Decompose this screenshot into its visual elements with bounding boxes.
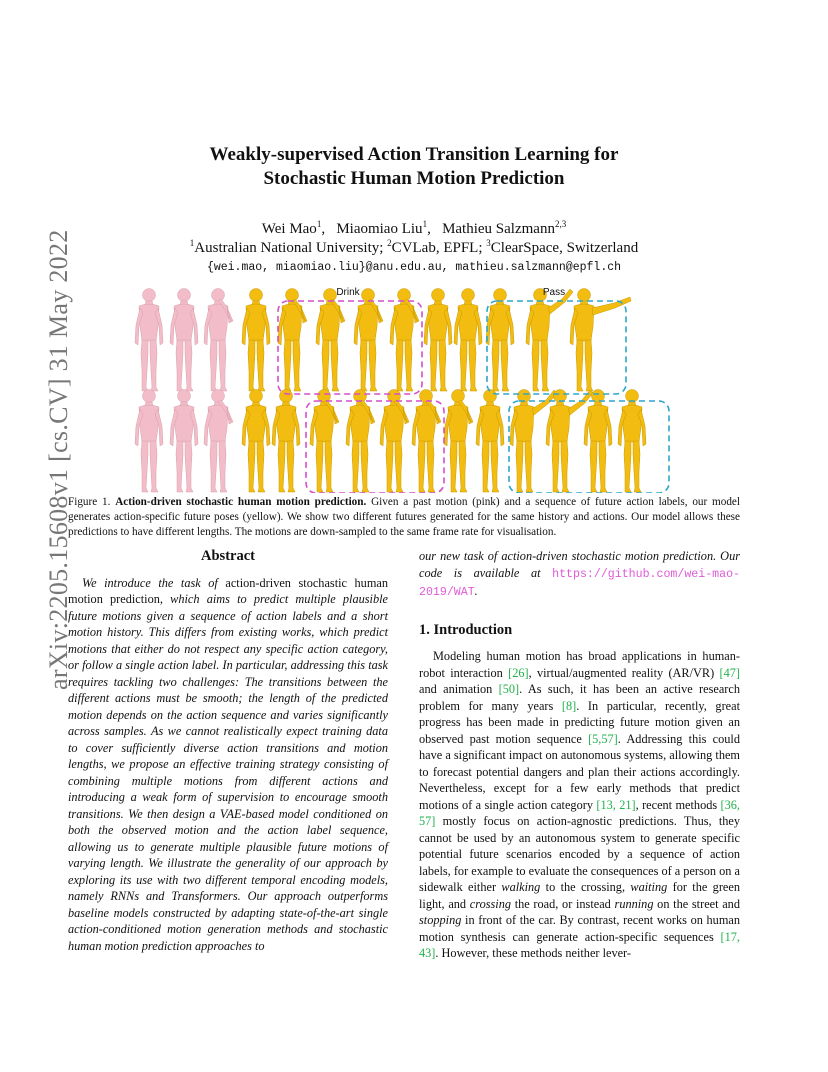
abstract-heading: Abstract	[201, 548, 255, 564]
citation[interactable]: [36, 57]	[419, 797, 740, 828]
figure-1-caption	[68, 495, 740, 540]
affil-sup-3: 3	[486, 238, 491, 248]
author-2: Miaomiao Liu	[336, 221, 423, 237]
abstract-t2: , which aims to predict multiple plausible future motions given a sequence of action labels and a short motion history. This differs from existing works, which predict motions that either do not respect any specific action category, or follow a single action label. In particular, addressing this task requires tackling two challenges: The transitions between the different actions must be smooth; the length of the predicted motion depends on the action sequence and varies significantly across samples. As we cannot realistically expect training data to cover sufficiently diverse action transitions and motion lengths, we propose an effective training strategy consisting of combining multiple motions from different actions and introducing a weak form of supervision to encourage smooth transitions. We then design a VAE-based model conditioned on both the observed motion and the action label sequence, allowing us to generate multiple plausible future motions of varying length. We illustrate the generality of our approach by exploring its use with two different temporal encoding models, namely RNNs and Transformers. Our approach outperforms baseline models constructed by adapting state-of-the-art single action-conditioned motion generation methods and stochastic human motion prediction approaches to	[68, 592, 388, 953]
row2-pose-6	[310, 390, 339, 493]
affiliations	[0, 238, 828, 257]
introduction-paragraph: Modeling human motion has broad applications in human-robot interaction [26], virtual/augmented reality (AR/VR) [47] and animation [50]. As such, it has been an active research problem for many years [8]. In particular, recently, great progress has been made in predicting future motion given an observed past motion sequence [5,57]. Addressing this could have a significant impact on autonomous systems, allowing them to forecast potential dangers and plan their actions accordingly. Nevertheless, except for a few early methods that predict motions of a single action category [13, 21], recent methods [36, 57] mostly focus on action-agnostic predictions. Thus, they cannot be used by an autonomous system to generate specific potential future scenarios encoded by a sequence of action labels, for example to evaluate the consequences of a person on a sidewalk either walking to the crossing, waiting for the green light, and crossing the road, or instead running on the street and stopping in front of the car. By contrast, recent works on human motion synthesis can generate action-specific sequences [17, 43]. However, these methods neither lever-	[419, 649, 741, 960]
abstract-cont2: .	[474, 584, 478, 598]
figure-label-drink: Drink	[336, 287, 360, 298]
introduction-heading: 1. Introduction	[419, 621, 513, 638]
row1-pose-12	[526, 289, 573, 392]
row1-pose-11	[486, 289, 514, 392]
author-3-sup: 2,3	[554, 219, 567, 229]
abstract-body	[68, 575, 388, 955]
author-emails: {wei.mao, miaomiao.liu}@anu.edu.au, mathieu.salzmann@epfl.ch	[206, 261, 622, 274]
arxiv-identifier: arXiv:2205.15608v1 [cs.CV] 31 May 2022	[44, 229, 73, 690]
row1-pose-2	[170, 289, 198, 392]
affil-1: Australian National University;	[194, 240, 388, 256]
row1-pose-7	[354, 289, 383, 392]
code-link[interactable]: https://github.com/wei-mao-2019/WAT	[419, 567, 740, 599]
row2-pose-4	[242, 390, 270, 493]
row2-pose-12	[510, 390, 557, 493]
figure-1-motion-illustration	[128, 283, 678, 493]
row1-pose-5	[278, 289, 307, 392]
author-3: Mathieu Salzmann	[442, 221, 555, 237]
row2-pose-9	[412, 390, 441, 493]
row1-pose-6	[316, 289, 345, 392]
affil-2: CVLab, EPFL;	[391, 240, 487, 256]
row2-pose-3	[204, 390, 233, 493]
author-1-sup: 1	[316, 219, 322, 229]
row2-pose-15	[618, 390, 646, 493]
affil-sup-2: 2	[387, 238, 392, 248]
author-2-sup: 1	[422, 219, 428, 229]
title-line-2: Stochastic Human Motion Prediction	[263, 168, 565, 189]
arxiv-sidebar	[22, 229, 73, 690]
row1-pose-3	[204, 289, 233, 392]
figure-label-pass: Pass	[542, 287, 566, 298]
row2-pose-1	[135, 390, 163, 493]
row2-pose-8	[380, 390, 409, 493]
abstract-cont1: our new task of action-driven stochastic motion prediction. Our code is available at	[419, 549, 740, 580]
row1-pose-10	[454, 289, 482, 392]
citation[interactable]: [17, 43]	[419, 929, 740, 960]
caption-text: Given a past motion (pink) and a sequence of future action labels, our model generates action-specific future poses (yellow). We show two different futures generated for the same history and actions. Our model allows these predictions to have different lengths. The motions are down-sampled to the same frame rate for visualisation.	[68, 496, 740, 538]
row1-pose-4	[242, 289, 270, 392]
row2-pose-11	[476, 390, 504, 493]
row2-pose-5	[272, 390, 300, 493]
author-list: Wei Mao$^1$, Miaomiao Liu$^1$, Mathieu Salzmann$^{2,3}$	[261, 219, 567, 237]
citation[interactable]: [13, 21]	[596, 797, 636, 812]
row1-pose-9	[424, 289, 452, 392]
row1-pose-1	[135, 289, 163, 392]
abstract-t1: We introduce the task of	[82, 575, 226, 590]
citation[interactable]: [26]	[508, 665, 529, 680]
abstract-task-name: action-driven stochastic human motion prediction	[68, 575, 389, 606]
row1-pose-8	[390, 289, 419, 392]
citation[interactable]: [47]	[719, 665, 741, 680]
author-1: Wei Mao	[261, 221, 317, 237]
citation[interactable]: [8]	[561, 698, 577, 713]
right-column	[419, 548, 740, 962]
affil-sup-1: 1	[189, 238, 195, 248]
row2-pose-2	[170, 390, 198, 493]
caption-bold: Action-driven stochastic human motion prediction.	[115, 496, 367, 508]
citation[interactable]: [50]	[498, 682, 520, 696]
citation[interactable]: [5,57]	[588, 731, 618, 746]
left-column	[68, 548, 388, 954]
affil-3: ClearSpace, Switzerland	[490, 240, 639, 256]
caption-label: Figure 1.	[68, 496, 116, 508]
abstract-continuation	[419, 548, 740, 602]
row2-pose-10	[444, 390, 473, 493]
row2-pose-14	[584, 390, 612, 493]
paper-title	[0, 143, 828, 191]
title-line-1: Weakly-supervised Action Transition Learning for	[209, 144, 619, 165]
row2-pose-7	[346, 390, 375, 493]
